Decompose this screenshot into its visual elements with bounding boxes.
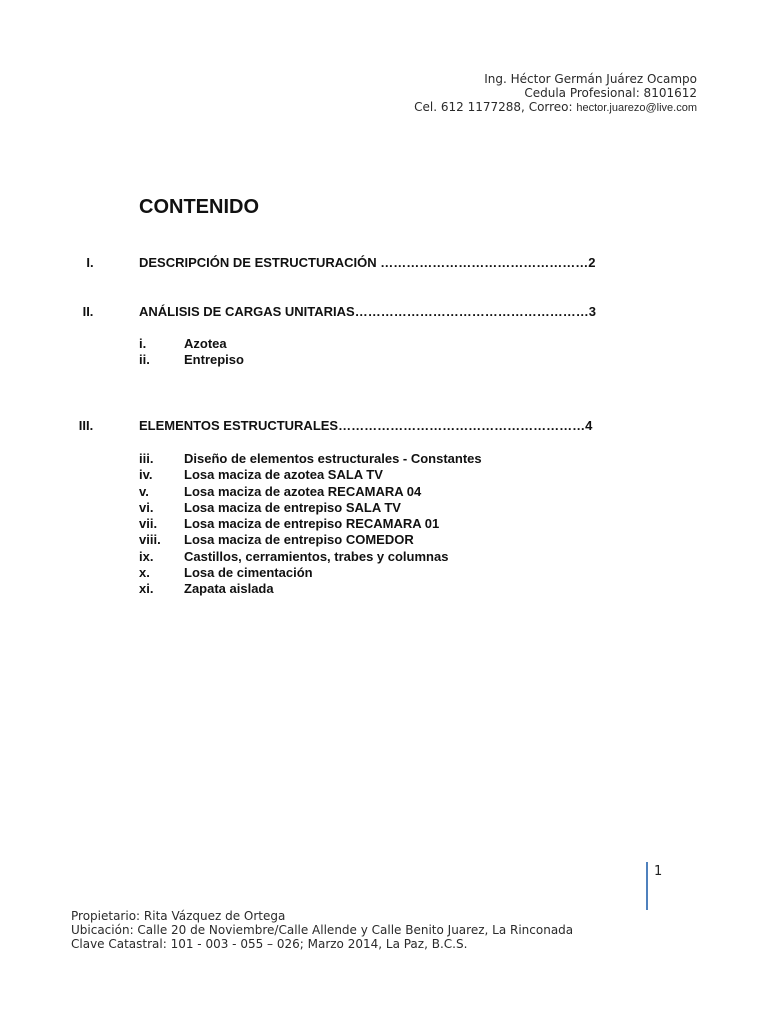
owner-line: Propietario: Rita Vázquez de Ortega (71, 909, 286, 923)
page-footer (71, 909, 573, 951)
email-address: hector.juarezo@live.com (576, 102, 697, 114)
item-number: vii. (139, 516, 158, 532)
section-number: III. (78, 418, 94, 433)
item-title: Castillos, cerramientos, trabes y columnas (184, 548, 449, 564)
contact-line (414, 100, 697, 115)
cadastral-line: Clave Catastral: 101 - 003 - 055 – 026; Marzo 2014, La Paz, B.C.S. (71, 937, 468, 951)
page-header (414, 72, 697, 115)
item-title: Azotea (184, 336, 227, 351)
item-number: vi. (139, 499, 154, 515)
location-line: Ubicación: Calle 20 de Noviembre/Calle Allende y Calle Benito Juarez, La Rinconada (71, 923, 574, 937)
list-item (0, 336, 768, 352)
list-item (0, 352, 768, 368)
item-number: iii. (139, 451, 154, 466)
page-number-bar (646, 862, 648, 910)
item-title: Losa maciza de entrepiso COMEDOR (184, 532, 414, 548)
section-title: ELEMENTOS ESTRUCTURALES…………………………………………………4 (139, 418, 593, 433)
list-item (0, 549, 768, 565)
list-item (0, 451, 768, 467)
page-number: 1 (654, 864, 663, 879)
professional-license: Cedula Profesional: 8101612 (524, 86, 697, 100)
item-title: Zapata aislada (184, 581, 274, 597)
item-number: v. (139, 483, 149, 499)
list-item (0, 484, 768, 500)
item-number: viii. (139, 532, 161, 548)
item-number: xi. (139, 581, 154, 597)
item-number: ii. (139, 352, 150, 368)
item-title: Losa de cimentación (184, 565, 313, 581)
section-number: I. (86, 255, 94, 270)
engineer-name: Ing. Héctor Germán Juárez Ocampo (484, 72, 697, 86)
list-item (0, 532, 768, 548)
section-number: II. (82, 304, 94, 319)
list-item (0, 581, 768, 597)
list-item (0, 565, 768, 581)
section-title: DESCRIPCIÓN DE ESTRUCTURACIÓN …………………………………………2 (139, 255, 596, 270)
item-number: i. (139, 336, 147, 351)
subsection-list-ii (0, 336, 768, 369)
item-number: ix. (139, 548, 154, 564)
item-number: x. (139, 565, 150, 581)
item-title: Losa maciza de azotea RECAMARA 04 (184, 483, 422, 499)
contact-prefix: Cel. 612 1177288, Correo: (414, 100, 577, 114)
subsection-list-iii (0, 451, 768, 598)
item-title: Losa maciza de azotea SALA TV (184, 467, 383, 483)
item-title: Losa maciza de entrepiso RECAMARA 01 (184, 516, 440, 532)
list-item (0, 500, 768, 516)
item-title: Entrepiso (184, 352, 244, 368)
section-title: ANÁLISIS DE CARGAS UNITARIAS………………………………………………3 (139, 304, 596, 319)
item-number: iv. (139, 467, 153, 483)
item-title: Losa maciza de entrepiso SALA TV (184, 499, 401, 515)
list-item (0, 467, 768, 483)
item-title: Diseño de elementos estructurales - Constantes (184, 451, 482, 466)
page-title: CONTENIDO (139, 196, 259, 218)
list-item (0, 516, 768, 532)
